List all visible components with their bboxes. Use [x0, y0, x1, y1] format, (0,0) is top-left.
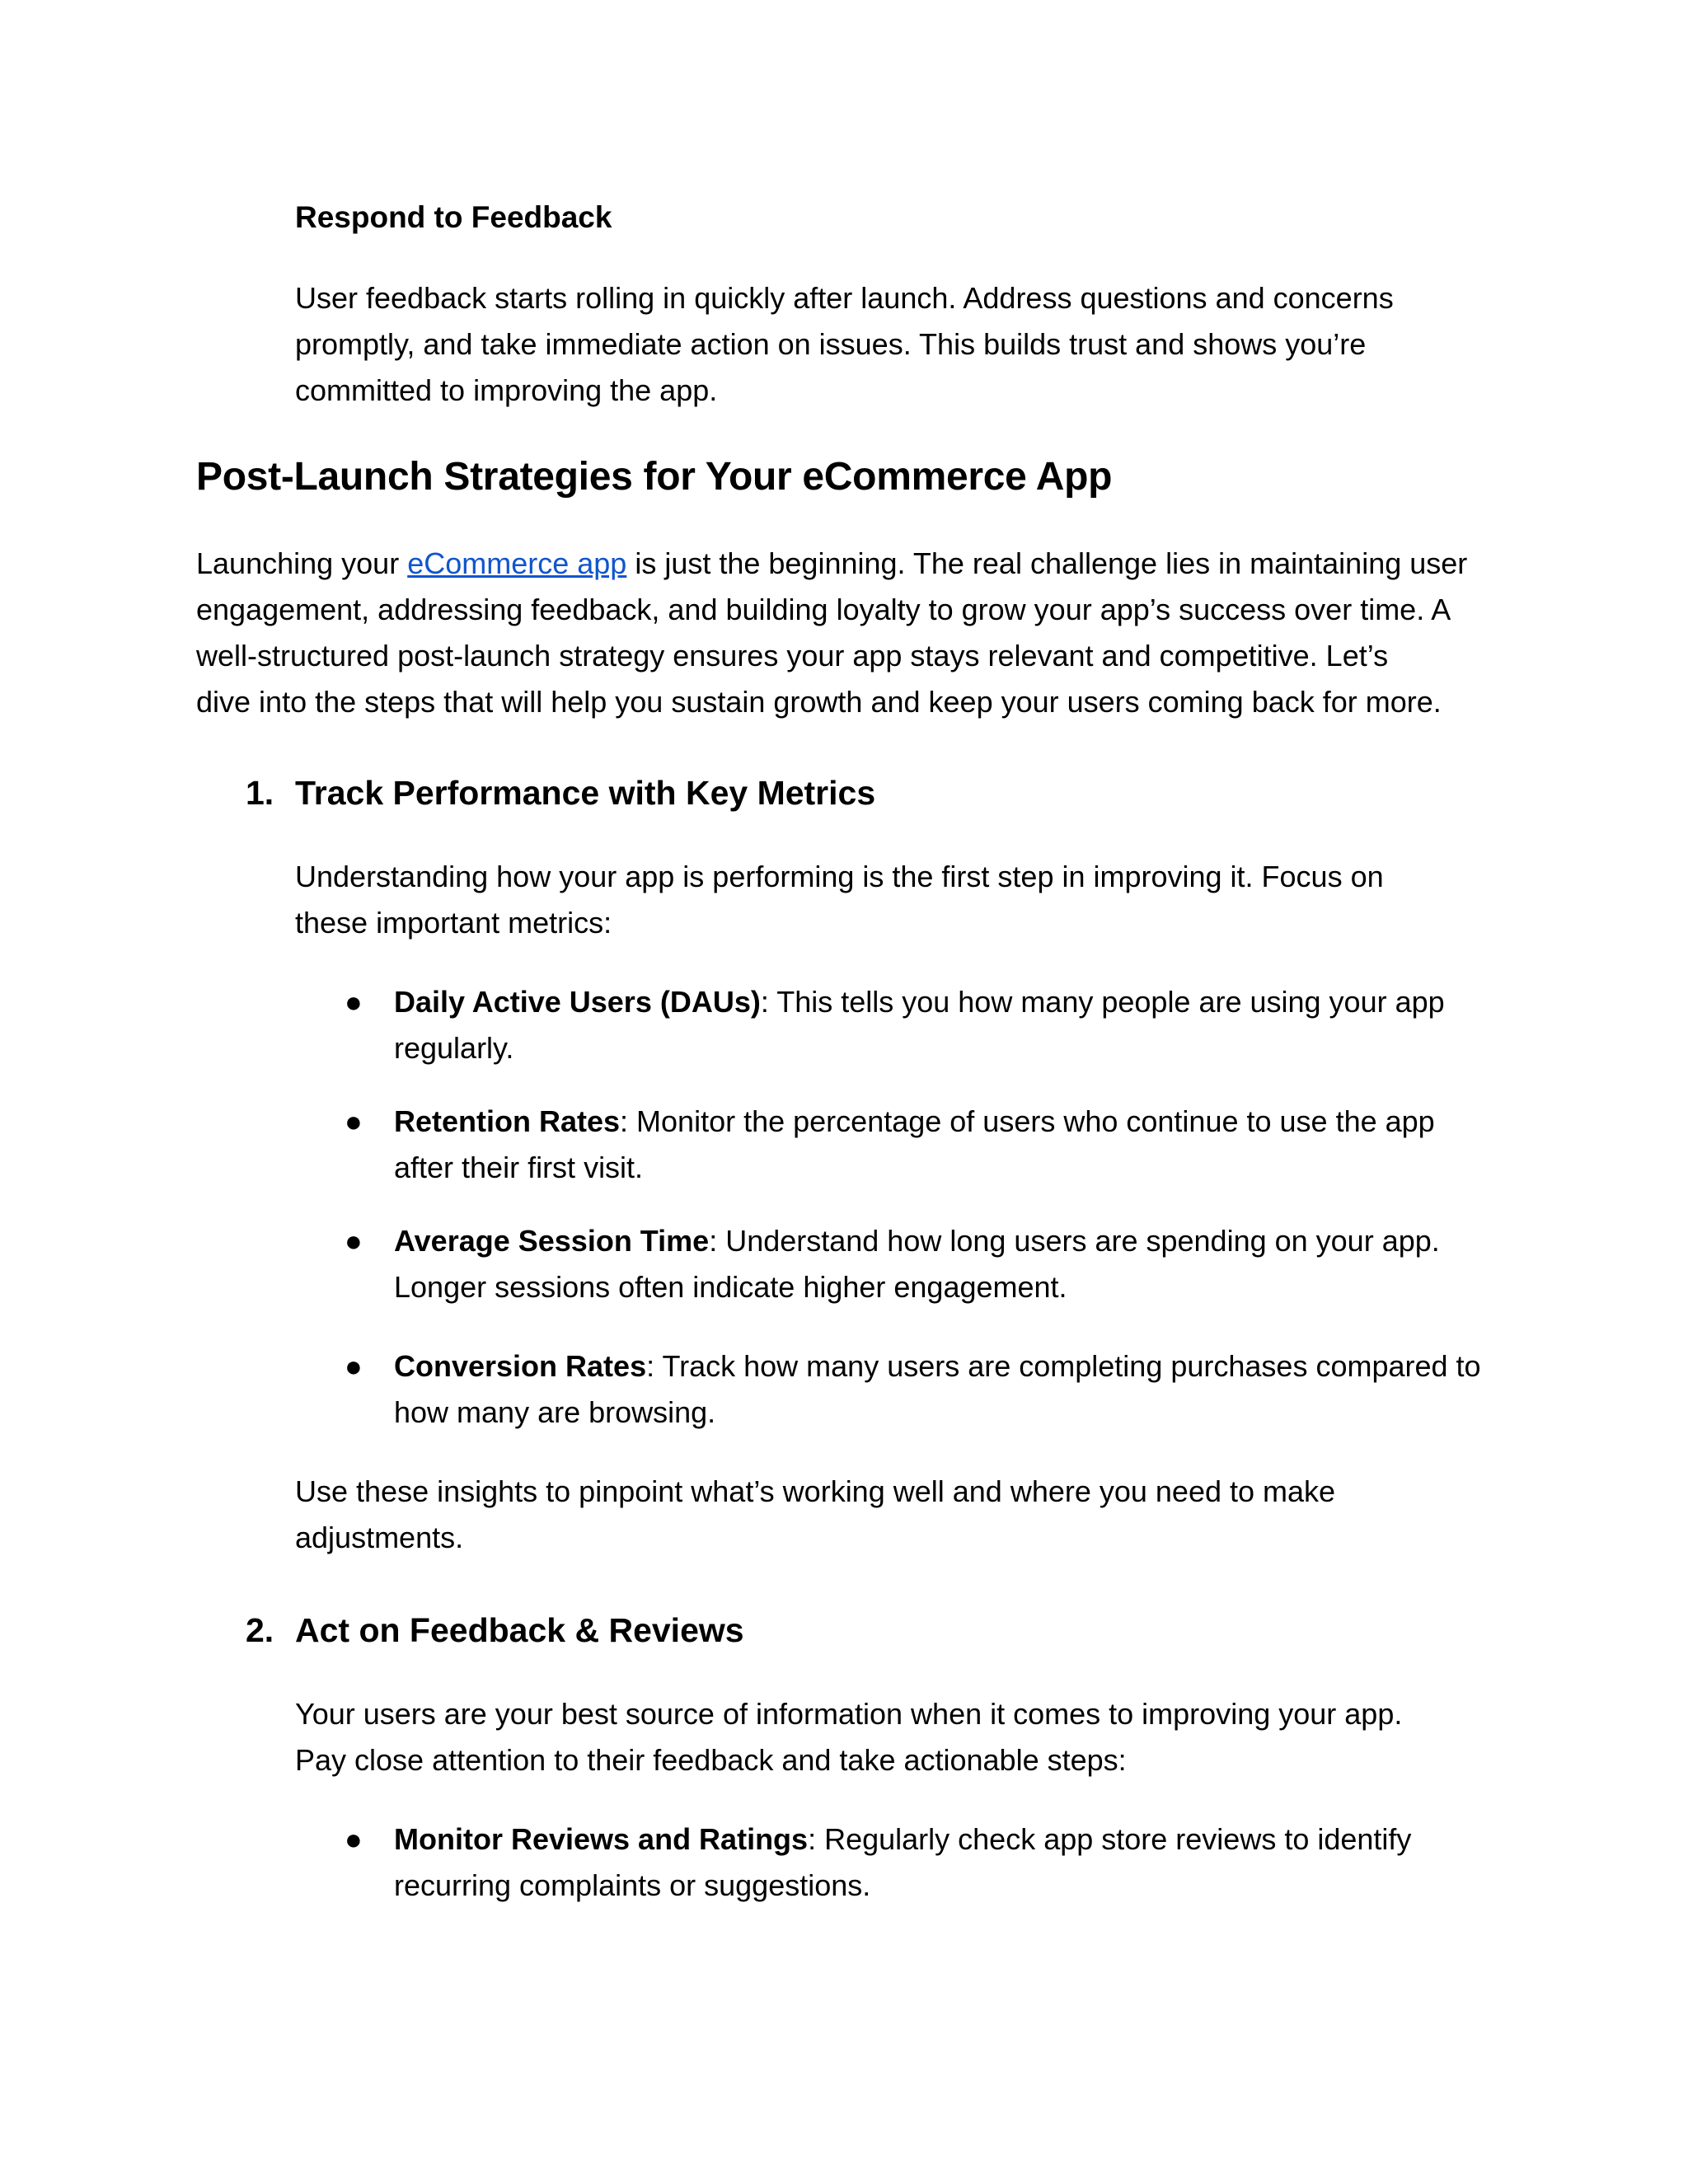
step-1-number: 1. [246, 774, 274, 812]
bullet-reviews-desc: : Regularly check app store reviews to identify [808, 1822, 1412, 1856]
bullet-reviews-term: Monitor Reviews and Ratings [394, 1822, 809, 1856]
post-launch-heading: Post-Launch Strategies for Your eCommerce App [196, 455, 1113, 499]
bullet-dau-line-2: regularly. [394, 1031, 514, 1065]
intro-suffix: is just the beginning. The real challenge lies in maintaining user [626, 546, 1468, 580]
step-1-intro-line-2: these important metrics: [295, 906, 612, 940]
respond-feedback-line-3: committed to improving the app. [295, 373, 718, 407]
step-1-title: Track Performance with Key Metrics [295, 774, 876, 812]
bullet-dot-icon: ● [345, 1349, 363, 1383]
bullet-conversion-line-1 [394, 1343, 1481, 1390]
bullet-dot-icon: ● [345, 1224, 363, 1258]
post-launch-intro-line-4: dive into the steps that will help you sustain growth and keep your users coming back for more. [196, 685, 1442, 719]
step-2-number: 2. [246, 1611, 274, 1649]
bullet-dau-line-1 [394, 979, 1445, 1025]
bullet-retention-line-1 [394, 1099, 1435, 1145]
intro-prefix: Launching your [196, 546, 408, 580]
bullet-dau-term: Daily Active Users (DAUs) [394, 985, 761, 1019]
bullet-session-line-1 [394, 1218, 1440, 1264]
step-2-intro-line-2: Pay close attention to their feedback and take actionable steps: [295, 1743, 1127, 1777]
bullet-conversion-line-2: how many are browsing. [394, 1395, 716, 1429]
post-launch-intro-line-2: engagement, addressing feedback, and building loyalty to grow your app’s success over time. A [196, 593, 1451, 626]
step-1-outro-line-1: Use these insights to pinpoint what’s working well and where you need to make [295, 1474, 1336, 1508]
post-launch-intro-line-1 [196, 541, 1467, 587]
bullet-dot-icon: ● [345, 985, 363, 1019]
respond-feedback-line-2: promptly, and take immediate action on issues. This builds trust and shows you’re [295, 327, 1367, 361]
bullet-reviews-line-1 [394, 1816, 1411, 1863]
bullet-conversion-desc: : Track how many users are completing purchases compared to [646, 1349, 1481, 1383]
bullet-retention-line-2: after their first visit. [394, 1151, 644, 1184]
bullet-session-desc: : Understand how long users are spending on your app. [709, 1224, 1440, 1258]
step-1-intro-line-1: Understanding how your app is performing is the first step in improving it. Focus on [295, 860, 1384, 893]
ecommerce-app-link[interactable]: eCommerce app [407, 546, 627, 580]
step-2-heading [246, 1605, 744, 1655]
step-1-outro-line-2: adjustments. [295, 1521, 464, 1554]
bullet-session-line-2: Longer sessions often indicate higher engagement. [394, 1270, 1067, 1304]
step-1-heading [246, 768, 875, 818]
bullet-dot-icon: ● [345, 1104, 363, 1138]
bullet-retention-desc: : Monitor the percentage of users who continue to use the app [620, 1104, 1435, 1138]
respond-feedback-heading: Respond to Feedback [295, 200, 612, 234]
bullet-dau-desc: : This tells you how many people are using your app [760, 985, 1445, 1019]
bullet-dot-icon: ● [345, 1822, 363, 1856]
post-launch-intro-line-3: well-structured post-launch strategy ensures your app stays relevant and competitive. Let’s [196, 639, 1389, 673]
bullet-reviews-line-2: recurring complaints or suggestions. [394, 1868, 871, 1902]
bullet-session-term: Average Session Time [394, 1224, 710, 1258]
respond-feedback-line-1: User feedback starts rolling in quickly after launch. Address questions and concerns [295, 281, 1394, 315]
step-2-title: Act on Feedback & Reviews [295, 1611, 744, 1649]
bullet-conversion-term: Conversion Rates [394, 1349, 647, 1383]
bullet-retention-term: Retention Rates [394, 1104, 621, 1138]
step-2-intro-line-1: Your users are your best source of information when it comes to improving your app. [295, 1697, 1403, 1731]
